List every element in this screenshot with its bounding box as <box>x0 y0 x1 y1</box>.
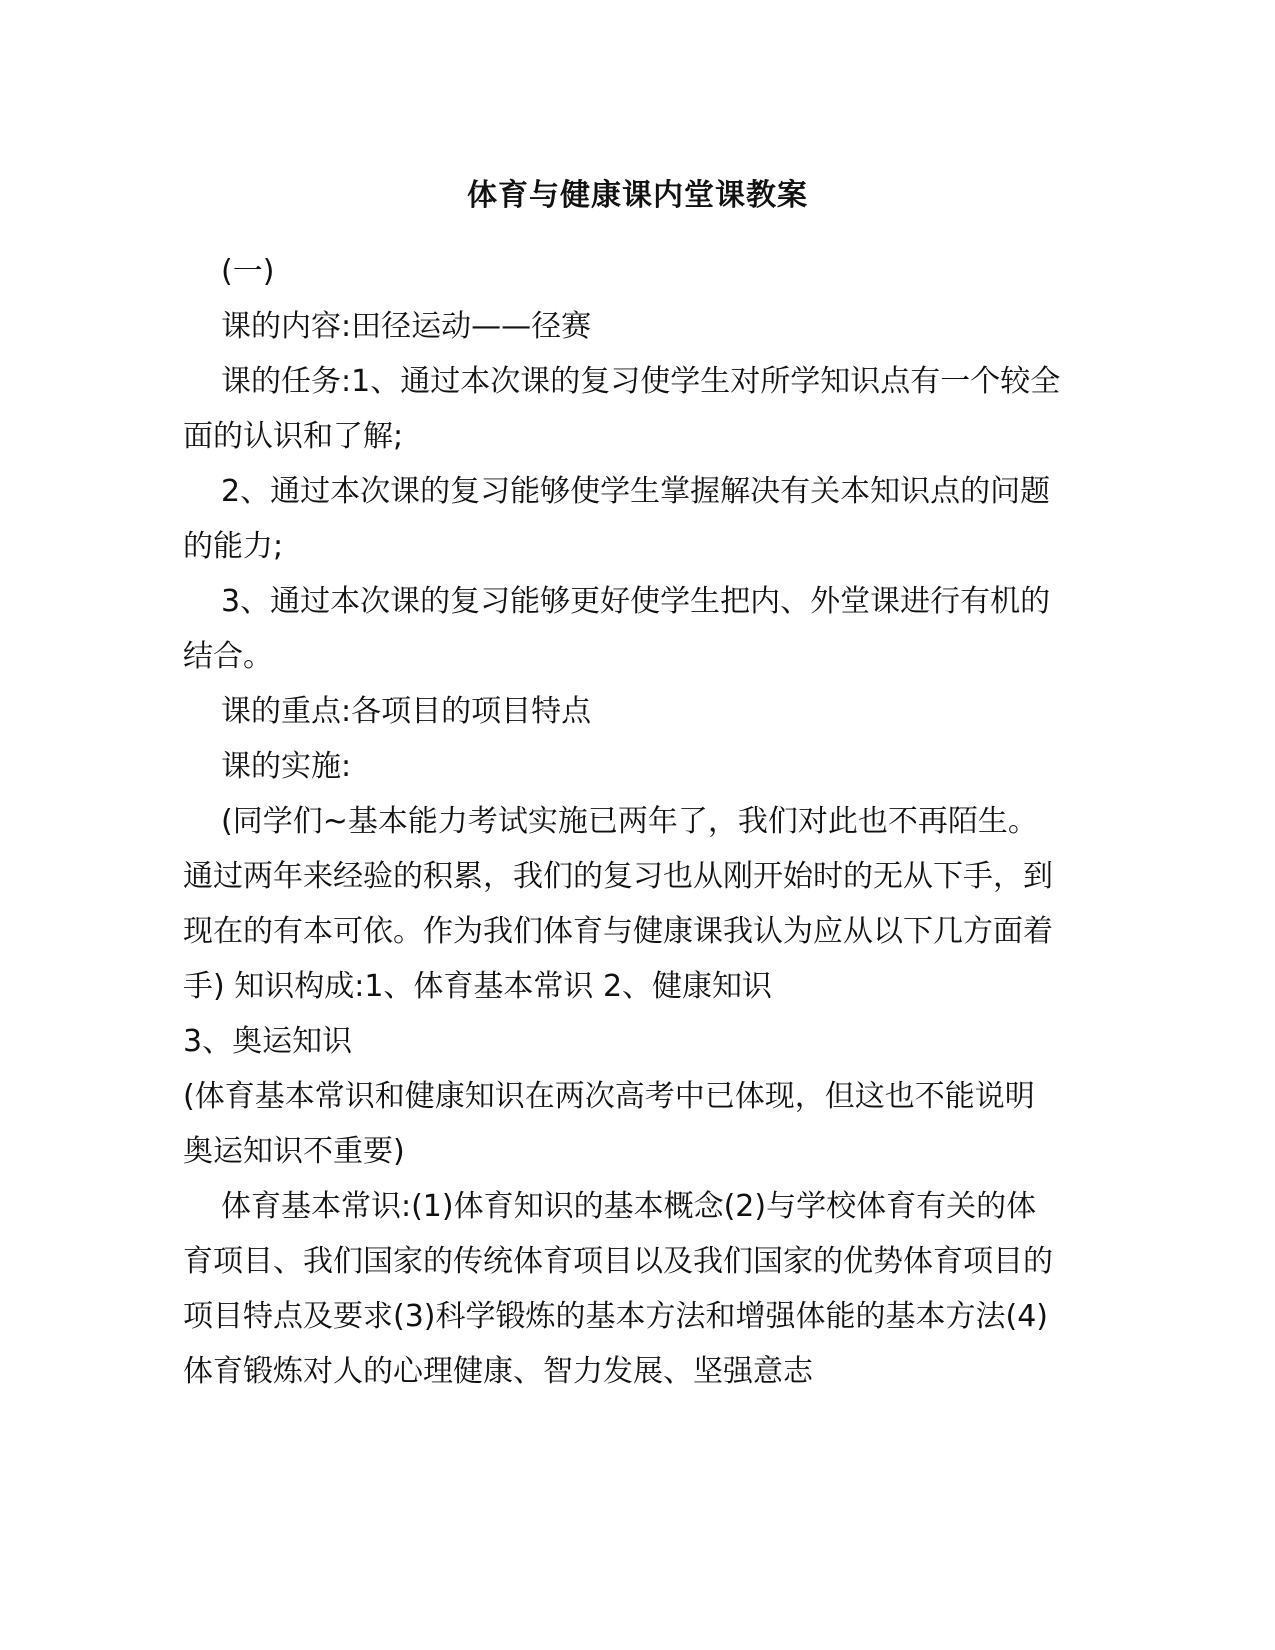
knowledge-item-olympic: 3、奥运知识 <box>183 1024 353 1059</box>
lesson-task-3: 3、通过本次课的复习能够更好使学生把内、外堂课进行有机的结合。 <box>183 584 1051 674</box>
lesson-implementation-heading: 课的实施: <box>221 749 352 784</box>
sports-basics-text: 体育基本常识:(1)体育知识的基本概念(2)与学校体育有关的体育项目、我们国家的传统体育项目以及我们国家的优势体育项目的项目特点及要求(3)科学锻炼的基本方法和增强体能的基本方法(4)体育锻炼对人的心理健康、智力发展、坚强意志 <box>183 1189 1053 1389</box>
document-title: 体育与健康课内堂课教案 <box>467 178 808 213</box>
lesson-focus: 课的重点:各项目的项目特点 <box>221 694 592 729</box>
document-body <box>183 244 1063 1399</box>
lesson-task-2: 2、通过本次课的复习能够使学生掌握解决有关本知识点的问题的能力; <box>183 474 1051 564</box>
lesson-content: 课的内容:田径运动——径赛 <box>221 309 592 344</box>
section-number: (一) <box>221 254 275 289</box>
lesson-implementation-text: (同学们~基本能力考试实施已两年了，我们对此也不再陌生。通过两年来经验的积累，我们的复习也从刚开始时的无从下手，到现在的有本可依。作为我们体育与健康课我认为应从以下几方面着手) 知识构成:1、体育基本常识 2、健康知识 <box>183 804 1053 1004</box>
lesson-task-1: 课的任务:1、通过本次课的复习使学生对所学知识点有一个较全面的认识和了解; <box>183 364 1061 454</box>
knowledge-note: (体育基本常识和健康知识在两次高考中已体现，但这也不能说明奥运知识不重要) <box>183 1079 1035 1169</box>
